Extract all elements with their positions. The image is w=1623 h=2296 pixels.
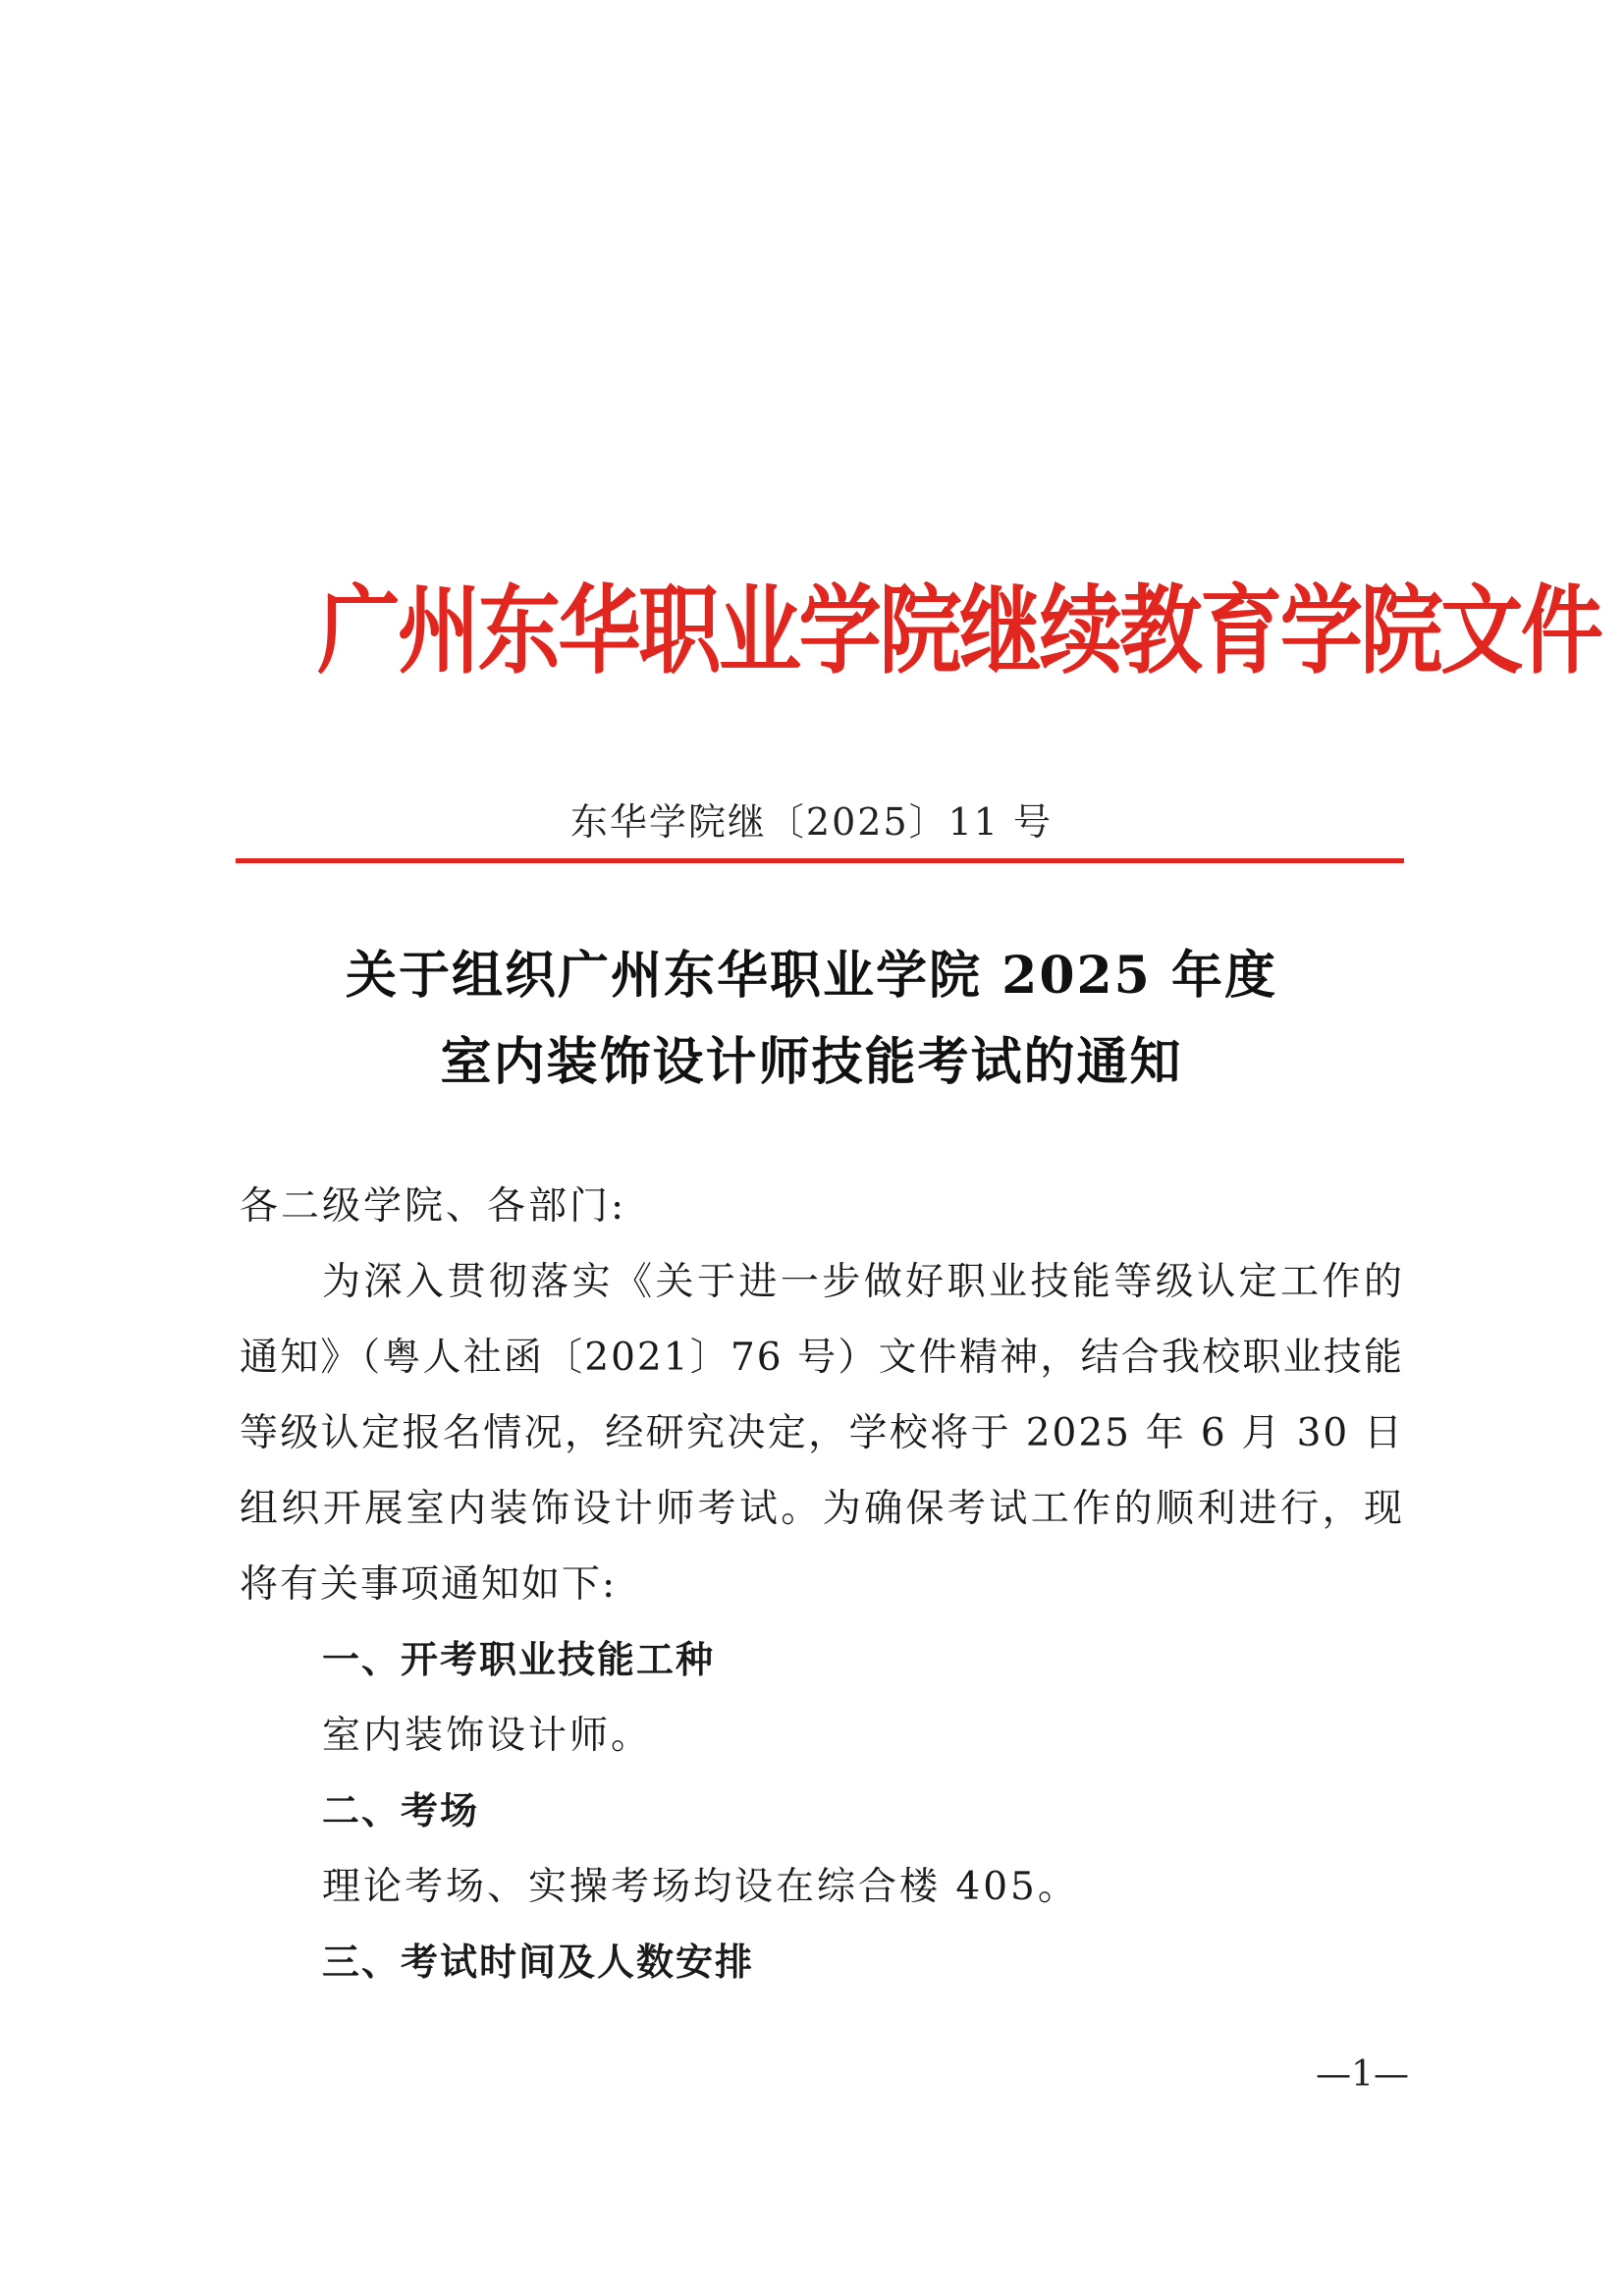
page-number: —1— <box>1316 2054 1409 2095</box>
notice-body <box>240 1169 1404 2000</box>
section-content-2: 理论考场、实操考场均设在综合楼 405。 <box>322 1865 1079 1909</box>
section-content-1: 室内装饰设计师。 <box>322 1714 653 1758</box>
document-masthead: 广州东华职业学院继续教育学院文件 <box>317 574 1601 687</box>
section-heading-1: 一、开考职业技能工种 <box>322 1638 716 1681</box>
document-number: 东华学院继〔2025〕11 号 <box>569 800 1054 844</box>
salutation: 各二级学院、各部门: <box>240 1184 627 1229</box>
section-heading-3: 三、考试时间及人数安排 <box>322 1941 755 1984</box>
notice-title-line-1: 关于组织广州东华职业学院 2025 年度 <box>346 946 1277 1006</box>
intro-paragraph: 为深入贯彻落实《关于进一步做好职业技能等级认定工作的通知》（粤人社函〔2021〕76 号）文件精神，结合我校职业技能等级认定报名情况，经研究决定，学校将于 2025 年 6 月 30 日组织开展室内装饰设计师考试。为确保考试工作的顺利进行，现将有关事项通知如下: <box>240 1260 1404 1607</box>
notice-title-line-2: 室内装饰设计师技能考试的通知 <box>440 1032 1183 1092</box>
section-heading-2: 二、考场 <box>322 1789 480 1832</box>
notice-title <box>0 933 1623 1106</box>
red-divider <box>236 858 1404 863</box>
